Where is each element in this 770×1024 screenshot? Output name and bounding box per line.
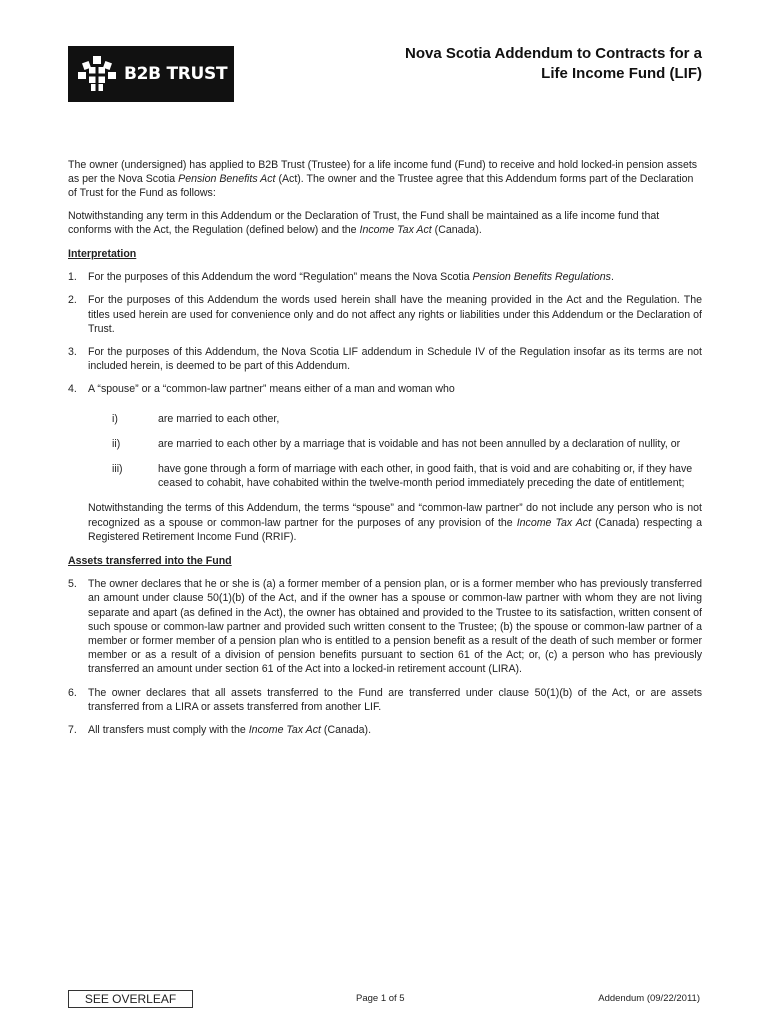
intro-paragraph-2: Notwithstanding any term in this Addendum or the Declaration of Trust, the Fund shall be maintained as a life income fund that conforms with the Act, the Regulation (defined below) and the Income Tax Act (Canada).	[68, 209, 660, 236]
clause-3: 3. For the purposes of this Addendum, the Nova Scotia LIF addendum in Schedule IV of the Regulation insofar as its terms are not included herein, is deemed to be part of this Addendum.	[68, 346, 702, 373]
clause-7: 7. All transfers must comply with the Income Tax Act (Canada).	[68, 724, 372, 737]
clause-4-subitem-i: i) are married to each other,	[112, 412, 280, 425]
document-body	[68, 158, 702, 746]
clause-2: 2. For the purposes of this Addendum the words used herein shall have the meaning provided in the Act and the Regulation. The titles used herein are used for convenience only and do not affect any rights or liabilities under this Addendum or the Declaration of Trust.	[68, 294, 702, 335]
spouse-definition-note: Notwithstanding the terms of this Addendum, the terms “spouse” and “common-law partner” do not include any person who is not recognized as a spouse or common-law partner for the purposes of any provision of the Income Tax Act (Canada) respecting a Registered Retirement Income Fund (RRIF).	[88, 502, 703, 543]
addendum-version: Addendum (09/22/2011)	[598, 993, 700, 1004]
page-number: Page 1 of 5	[356, 993, 405, 1004]
clause-4-subitem-ii: ii) are married to each other by a marriage that is voidable and has not been annulled by a declaration of nullity, or	[112, 437, 681, 450]
clause-5: 5. The owner declares that he or she is (a) a former member of a pension plan, or is a former member who has previously transferred an amount under clause 50(1)(b) of the Act, and if the owner has a spouse or common-law partner with whom they are not living separate and apart (as defined in the Act), the owner has obtained and provided to the Trustee to its satisfaction, written consent of such spouse or common-law partner and provided such written consent to the Trustee; (b) the spouse or common-law partner of a member or former member of a pension plan who is entitled to a pension benefit as a result of the death of such member or former member or as a result of a division of pension benefits pursuant to section 61 of the Act; or, (c) a person who has previously transferred an amount under section 61 of the Act into a locked-in retirement account (LIRA).	[68, 578, 702, 676]
title-line-2: Life Income Fund (LIF)	[541, 65, 702, 82]
see-overleaf-box: SEE OVERLEAF	[68, 990, 193, 1008]
document-title	[362, 44, 702, 84]
b2b-trust-logo	[68, 46, 234, 102]
intro-paragraph-1: The owner (undersigned) has applied to B2B Trust (Trustee) for a life income fund (Fund) to receive and hold locked-in pension assets as per the Nova Scotia Pension Benefits Act (Act). The owner and the Trustee agree that this Addendum forms part of the Declaration of Trust for the Fund as follows:	[68, 159, 698, 200]
clause-6: 6. The owner declares that all assets transferred to the Fund are transferred under clause 50(1)(b) of the Act, or are assets transferred from a LIRA or assets transferred from another LIF.	[68, 686, 702, 713]
clause-1: 1. For the purposes of this Addendum the word “Regulation” means the Nova Scotia Pension Benefits Regulations.	[68, 271, 614, 284]
trust-emblem-icon	[76, 54, 118, 94]
section-heading-assets: Assets transferred into the Fund	[68, 555, 232, 568]
title-line-1: Nova Scotia Addendum to Contracts for a	[405, 45, 702, 62]
section-heading-interpretation: Interpretation	[68, 248, 137, 261]
logo-text: B2B TRUST	[124, 64, 228, 84]
clause-4-subitem-iii: iii) have gone through a form of marriage with each other, in good faith, that is void and are cohabiting or, if they have ceased to cohabit, have cohabited within the twelve-month period immediately preceding the date of entitlement;	[112, 463, 693, 490]
clause-4: 4. A “spouse” or a “common-law partner” means either of a man and woman who	[68, 383, 455, 396]
